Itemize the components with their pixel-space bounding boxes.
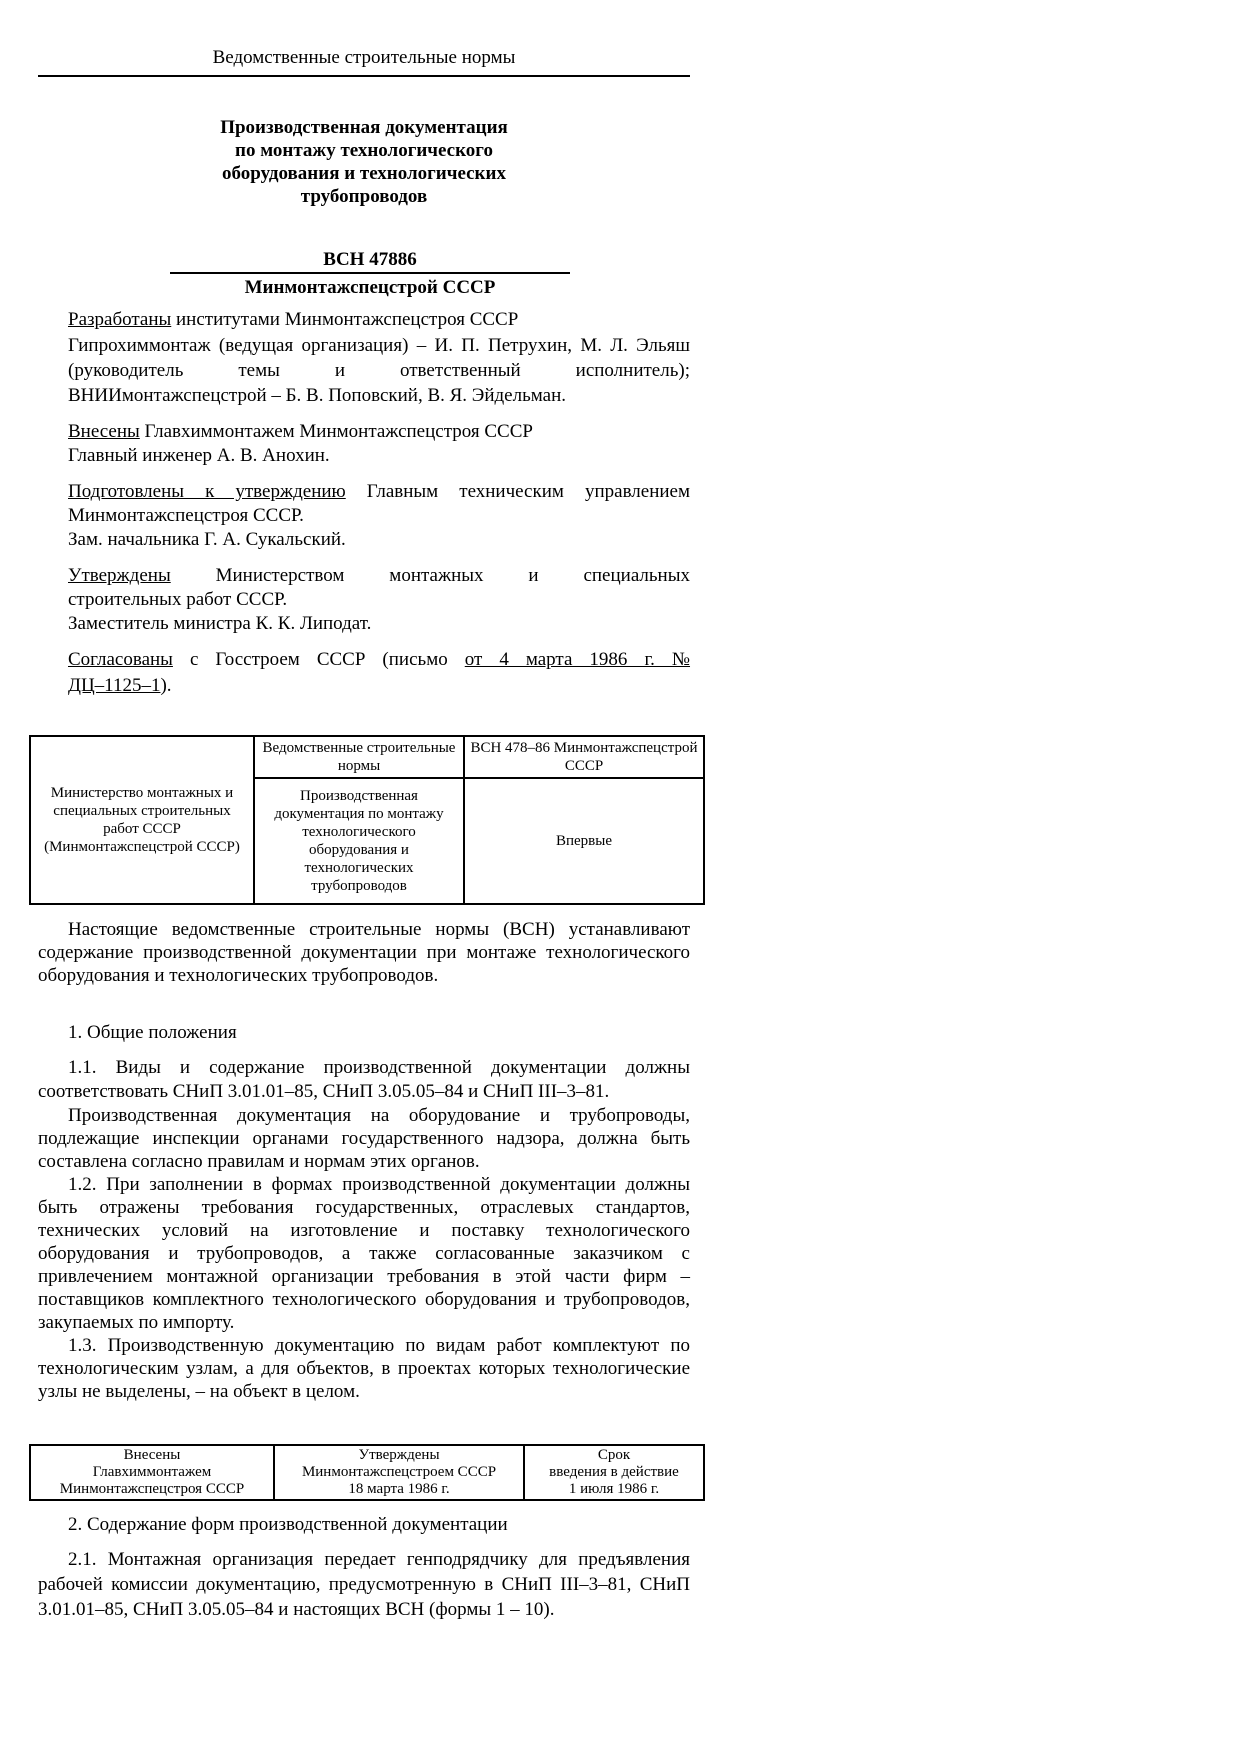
ministry-cell: Министерство монтажных и специальных строительных работ СССР (Минмонтажспецстрой СССР) (30, 736, 254, 904)
info-table (29, 735, 705, 905)
agreed-block (68, 647, 690, 699)
code-rule (170, 272, 570, 274)
submitted-engineer: Главный инженер А. В. Анохин. (68, 445, 330, 466)
prepared-line: Главным техническим управлением (345, 481, 690, 502)
document-title (38, 116, 690, 208)
section-2-heading: 2. Содержание форм производственной документации (68, 1514, 508, 1535)
footer-text: Срок (597, 1447, 631, 1463)
submitted-block (68, 420, 690, 468)
edition-cell: Впервые (464, 778, 704, 904)
footer-submitted-cell (30, 1445, 274, 1500)
prepared-block (68, 480, 690, 552)
footer-text: введения в действие (549, 1464, 679, 1480)
developers-line: институтами Минмонтажспецстроя СССР (171, 309, 519, 330)
approved-deputy: Заместитель министра К. К. Липодат. (68, 613, 372, 634)
footer-effective-cell (524, 1445, 704, 1500)
intro-text (38, 918, 690, 987)
submitted-line: Главхиммонтажем Минмонтажспецстроя СССР (139, 421, 533, 442)
submitted-label: Внесены (68, 421, 140, 442)
agreed-pre: с Госстроем СССР (письмо (172, 649, 465, 670)
clause-1-2: 1.2. При заполнении в формах производственной документации должны быть отражены требования государственных, отраслевых стандартов, технических условий на изготовление и поставку технологического оборудования и трубопроводов, а также согласованные заказчиком с привлечением монтажной организации требования в этой части фирм – поставщиков комплектного технологического оборудования и трубопроводов, закупаемых по импорту. (38, 1174, 690, 1333)
footer-text: 18 марта 1986 г. (348, 1481, 450, 1497)
footer-text: Утверждены (358, 1447, 440, 1463)
header-rule (38, 75, 690, 77)
agreed-label: Согласованы (68, 649, 173, 670)
intro-paragraph: Настоящие ведомственные строительные нормы (ВСН) устанавливают содержание производственной документации при монтаже технологического оборудования и технологических трубопроводов. (38, 919, 690, 986)
agreed-letter-number: ДЦ–1125–1 (68, 675, 161, 696)
title-line: по монтажу технологического (235, 140, 493, 161)
clause-1-1: 1.1. Виды и содержание производственной документации должны соответствовать СНиП 3.01.01–85, СНиП 3.05.05–84 и СНиП III–3–81. (38, 1057, 690, 1102)
footer-approved-cell (274, 1445, 524, 1500)
approved-org: строительных работ СССР. (68, 589, 288, 610)
approved-block (68, 564, 690, 636)
footer-text: 1 июля 1986 г. (568, 1481, 660, 1497)
section-1-heading: 1. Общие положения (68, 1022, 237, 1043)
footer-text: Минмонтажспецстроем СССР (301, 1464, 497, 1480)
prepared-label: Подготовлены к утверждению (68, 481, 346, 502)
section-2-body (38, 1547, 690, 1622)
footer-text: Минмонтажспецстроя СССР (59, 1481, 245, 1497)
footer-text: Внесены (123, 1447, 181, 1463)
footer-text: Главхиммонтажем (92, 1464, 212, 1480)
prepared-deputy: Зам. начальника Г. А. Сукальский. (68, 529, 346, 550)
running-header: Ведомственные строительные нормы (212, 47, 516, 68)
clause-1-1-continued: Производственная документация на оборудование и трубопроводы, подлежащие инспекции органами государственного надзора, должна быть составлена согласно правилам и нормам этих органов. (38, 1105, 690, 1172)
title-line: оборудования и технологических (222, 163, 506, 184)
clause-1-3: 1.3. Производственную документацию по видам работ комплектуют по технологическим узлам, а для объектов, в проектах которых технологические узлы не выделены, – на объект в целом. (38, 1335, 690, 1402)
document-code: ВСН 47886 (323, 249, 417, 270)
norm-type-cell: Ведомственные строительные нормы (254, 736, 464, 778)
title-line: Производственная документация (220, 117, 508, 138)
doc-title-cell: Производственная документация по монтажу технологического оборудования и технологических трубопроводов (254, 778, 464, 904)
issuing-organization: Минмонтажспецстрой СССР (244, 277, 496, 298)
footer-table (29, 1444, 705, 1501)
section-1-body (38, 1056, 690, 1403)
approved-line: Министерством монтажных и специальных (170, 565, 690, 586)
title-line: трубопроводов (300, 186, 428, 207)
developers-block (68, 308, 690, 408)
agreed-letter-date: от 4 марта 1986 г. № (464, 649, 691, 670)
approved-label: Утверждены (68, 565, 171, 586)
developers-label: Разработаны (68, 309, 172, 330)
developers-text: Гипрохиммонтаж (ведущая организация) – И. П. Петрухин, М. Л. Эльяш (руководитель темы и ответственный исполнитель); ВНИИмонтажспецстрой – Б. В. Поповский, В. Я. Эйдельман. (68, 335, 690, 406)
agreed-post: ). (160, 675, 172, 696)
norm-code-cell: ВСН 478–86 Минмонтажспецстрой СССР (464, 736, 704, 778)
prepared-org: Минмонтажспецстроя СССР. (68, 505, 304, 526)
clause-2-1: 2.1. Монтажная организация передает генподрядчику для предъявления рабочей комиссии документацию, предусмотренную в СНиП III–3–81, СНиП 3.01.01–85, СНиП 3.05.05–84 и настоящих ВСН (формы 1 – 10). (38, 1549, 690, 1620)
